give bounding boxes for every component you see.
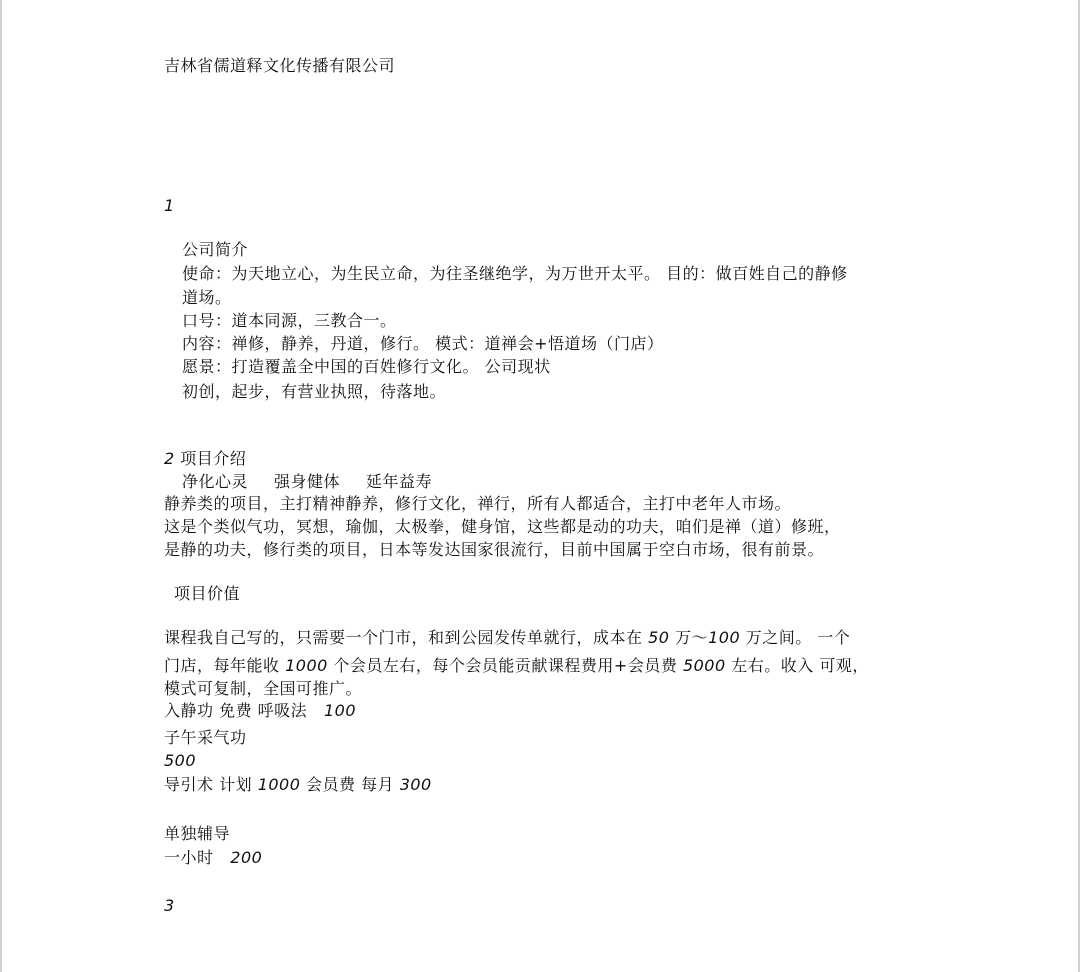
section2-paragraph-line: 是静的功夫，修行类的项目，日本等发达国家很流行，目前中国属于空白市场，很有前景。 xyxy=(164,540,825,559)
text-run: 课程我自己写的，只需要一个门市，和到公园发传单就行，成本在 xyxy=(164,628,643,647)
mission-line: 使命：为天地立心，为生民立命，为往圣继绝学，为万世开太平。 目的：做百姓自己的静修 xyxy=(182,264,848,283)
text-run: 个会员左右，每个会员能贡献课程费用+会员费 xyxy=(333,656,678,675)
section2-heading xyxy=(164,449,246,469)
price-jingong xyxy=(164,701,356,721)
cost-max: 100 xyxy=(708,628,741,647)
section2-paragraph-line: 静养类的项目，主打精神静养，修行文化，禅行，所有人都适合，主打中老年人市场。 xyxy=(164,494,792,513)
status-line: 初创，起步，有营业执照，待落地。 xyxy=(182,382,447,401)
member-count: 1000 xyxy=(285,656,328,675)
fee-amount: 5000 xyxy=(682,656,726,675)
tagline: 净化心灵 xyxy=(182,472,249,491)
hour-price: 200 xyxy=(230,848,263,867)
text-run: 导引术 计划 xyxy=(164,775,253,794)
taglines xyxy=(182,472,432,492)
plan-amount: 1000 xyxy=(257,775,301,794)
tutor-hour xyxy=(164,848,262,868)
page-left-edge xyxy=(0,0,2,972)
section2-paragraph-line: 这是个类似气功，冥想，瑜伽，太极拳，健身馆，这些都是动的功夫，咱们是禅（道）修班， xyxy=(164,517,841,536)
section2-title: 项目介绍 xyxy=(180,449,247,468)
text-run: 万～ xyxy=(675,628,709,647)
mission-line-cont: 道场。 xyxy=(182,288,232,307)
value-line-1 xyxy=(164,628,850,648)
company-name: 吉林省儒道释文化传播有限公司 xyxy=(164,56,396,75)
price-label: 入静功 免费 呼吸法 xyxy=(164,701,308,720)
price-value: 100 xyxy=(323,701,356,720)
tagline: 延年益寿 xyxy=(366,472,433,491)
content-line: 内容：禅修，静养，丹道，修行。 模式：道禅会+悟道场（门店） xyxy=(182,334,664,353)
slogan-line: 口号：道本同源，三教合一。 xyxy=(182,311,397,330)
section2-number: 2 xyxy=(164,449,175,468)
text-run: 万之间。 一个 xyxy=(745,628,851,647)
price-daoyin xyxy=(164,775,432,795)
page-number-1: 1 xyxy=(164,196,175,215)
page-number-3: 3 xyxy=(164,896,175,915)
vision-line: 愿景：打造覆盖全中国的百姓修行文化。 公司现状 xyxy=(182,357,551,376)
section1-title: 公司简介 xyxy=(182,240,249,259)
text-run: 左右。收入 可观， xyxy=(731,656,869,675)
tagline: 强身健体 xyxy=(274,472,341,491)
price-ziwu-label: 子午采气功 xyxy=(164,728,247,747)
value-title: 项目价值 xyxy=(174,584,241,603)
value-line-2 xyxy=(164,656,869,676)
text-run: 门店，每年能收 xyxy=(164,656,280,675)
price-ziwu-value: 500 xyxy=(164,751,197,770)
value-line-3: 模式可复制，全国可推广。 xyxy=(164,679,363,698)
cost-min: 50 xyxy=(648,628,670,647)
monthly-fee: 300 xyxy=(399,775,432,794)
text-run: 会员费 每月 xyxy=(306,775,395,794)
tutor-label: 单独辅导 xyxy=(164,824,231,843)
text-run: 一小时 xyxy=(164,848,214,867)
